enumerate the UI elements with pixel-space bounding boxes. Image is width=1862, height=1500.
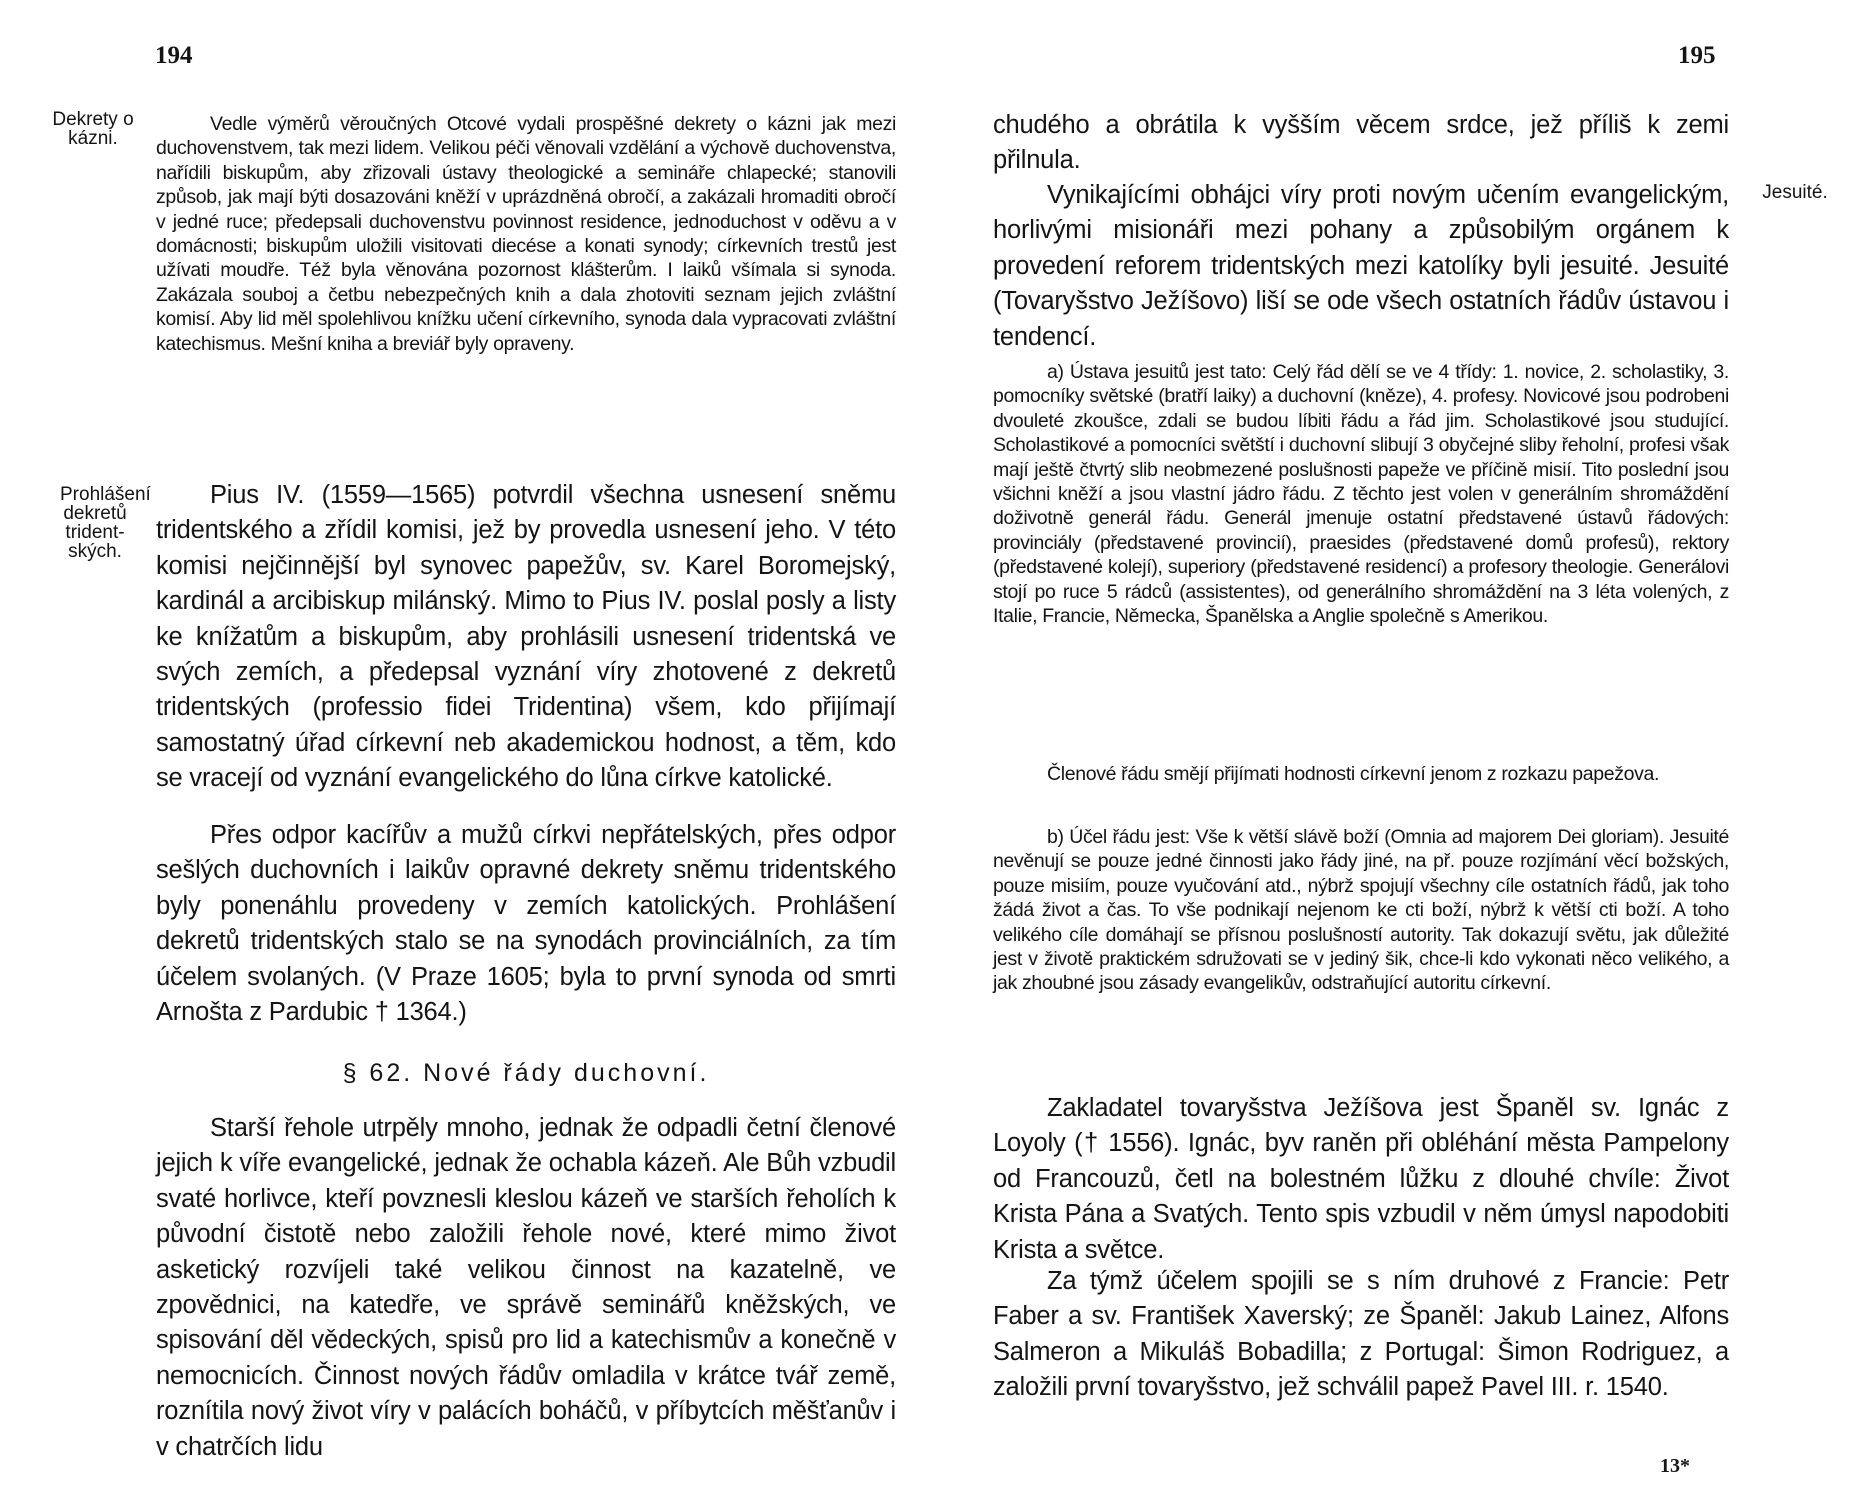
paragraph (993, 825, 1729, 996)
section-heading: § 62. Nové řády duchovní. (342, 1059, 710, 1087)
paragraph-text: Zakladatel tovaryšstva Ježíšova jest Španěl sv. Ignác z Loyoly († 1556). Ignác, byv raněn při obléhání města Pampelony od Francouzů, četl na bolestném lůžku z dlouhé chvíle: Život Krista Pána a Svatých. Tento spis vzbudil v něm úmysl napodobiti Krista a světce. (993, 1094, 1729, 1264)
paragraph-text: Starší řehole utrpěly mnoho, jednak že odpadli četní členové jejich k víře evangelické, jednak že ochabla kázeň. Ale Bůh vzbudil svaté horlivce, kteří povznesli kleslou kázeň ve starších řeholích k původní čistotě nebo založili řehole nové, které mimo život asketický rozvíjeli také velikou činnost na kazatelně, ve zpovědnici, na katedře, ve správě seminářů kněžských, ve spisování děl vědeckých, spisů pro lid a katechismův a konečně v nemocnicích. Činnost nových řádův omladila v krátce tvář země, roznítila nový život víry v palácích boháčů, v příbytcích měšťanův i v chatrčích lidu (156, 1114, 896, 1461)
paragraph-text: Vedle výměrů věroučných Otcové vydali prospěšné dekrety o kázni jak mezi duchovenstvem, tak mezi lidem. Velikou péči věnovali vzdělání a výchově duchovenstva, nařídili biskupům, aby zřizovali ústavy theologické a semináře chlapecké; stanovili způsob, jak mají býti dosazováni kněží v uprázdněná obročí, a zakázali hromaditi obročí v jedné ruce; předepsali duchovenstvu povinnost residence, jednoduchost v oděvu a v domácnosti; biskupům uložili visitovati diecése a konati synody; církevních trestů jest užívati moudře. Též byla věnována pozornost klášterům. I laiků všímala si synoda. Zakázala souboj a četbu nebezpečných knih a dala zhotoviti seznam jejich zvláštní komisí. Aby lid měl spolehlivou knížku učení církevního, synoda dala vypracovati zvláštní katechismus. Mešní kniha a breviář byly opraveny. (156, 113, 896, 355)
paragraph-text: chudého a obrátila k vyšším věcem srdce, jež příliš k zemi přilnula. (993, 111, 1729, 175)
paragraph (156, 112, 896, 356)
paragraph (993, 178, 1729, 355)
paragraph (993, 1264, 1729, 1406)
paragraph (156, 818, 896, 1030)
signature-mark: 13* (1660, 1455, 1690, 1477)
paragraph (993, 108, 1729, 179)
paragraph-text: a) Ústava jesuitů jest tato: Celý řád dělí se ve 4 třídy: 1. novice, 2. scholastiky, 3. pomocníky světské (bratří laiky) a duchovní (kněze), 4. profesy. Novicové jsou podrobeni dvouleté zkoušce, zdali se budou líbiti řádu a řád jim. Scholastikové jsou studující. Scholastikové a pomocníci světští i duchovní slibují 3 obyčejné sliby řeholní, profesi však mají ještě čtvrtý slib neobmezené poslušnosti papeže ve příčině misií. Tito poslední jsou všichni kněží a jsou vlastní jádro řádu. Z těchto jest volen v generálním shromáždění doživotně generál řádu. Generál jmenuje ostatní představené ústavů řádových: provinciály (představené provincií), praesides (představené domů profesů), rektory (představené kolejí), superiory (představené residencí) a profesory theologie. Generálovi stojí po ruce 5 rádců (assistentes), od generálního shromáždění na 3 léta volených, z Italie, Francie, Německa, Španělska a Anglie společně s Amerikou. (993, 361, 1729, 628)
page-number: 195 (1678, 42, 1716, 69)
paragraph (156, 1111, 896, 1465)
paragraph (156, 478, 896, 797)
paragraph (993, 762, 1729, 786)
paragraph-text: Členové řádu smějí přijímati hodnosti církevní jenom z rozkazu papežova. (1047, 763, 1660, 785)
paragraph-text: b) Účel řádu jest: Vše k větší slávě boží (Omnia ad majorem Dei gloriam). Jesuité nevěnují se pouze jedné činnosti jako řády jiné, na př. pouze rozjímání věcí božských, pouze misiím, pouze vyučování atd., nýbrž spojují všechny cíle ostatních řádů, jak toho žádá život a čas. To vše podnikají nejenom ke cti boží, nýbrž k větší cti boží. A toho velikého cíle domáhají se přísnou poslušností autority. Tak dokazují světu, jak důležité jest v životě praktickém sdružovati se v jediný šik, chce-li kdo vykonati něco velikého, a jak zhoubné jsou zásady evangelikův, odstraňující autoritu církevní. (993, 826, 1729, 995)
paragraph (993, 1091, 1729, 1268)
margin-note-prohlaseni: Prohlášení dekretů trident-ských. (60, 484, 151, 562)
paragraph-text: Za týmž účelem spojili se s ním druhové z Francie: Petr Faber a sv. František Xaverský; ze Španěl: Jakub Lainez, Alfons Salmeron a Mikuláš Bobadilla; z Portugal: Šimon Rodriguez, a založili první tovaryšstvo, jež schválil papež Pavel III. r. 1540. (993, 1267, 1729, 1402)
paragraph (993, 360, 1729, 628)
page-number: 194 (155, 42, 193, 69)
paragraph-text: Vynikajícími obhájci víry proti novým učením evangelickým, horlivými misionáři mezi pohany a způsobilým orgánem k provedení reforem tridentských mezi katolíky byli jesuité. Jesuité (Tovaryšstvo Ježíšovo) liší se ode všech ostatních řádův ústavou i tendencí. (993, 181, 1729, 351)
paragraph-text: Přes odpor kacířův a mužů církvi nepřátelských, přes odpor sešlých duchovních i laikův opravné dekrety sněmu tridentského byly ponenáhlu provedeny v zemích katolických. Prohlášení dekretů tridentských stalo se na synodách provinciálních, za tím účelem svolaných. (V Praze 1605; byla to první synoda od smrti Arnošta z Pardubic † 1364.) (156, 821, 896, 1027)
margin-note-dekrety: Dekrety o kázni. (52, 109, 134, 149)
margin-note-jesuite: Jesuité. (1762, 182, 1828, 203)
paragraph-text: Pius IV. (1559—1565) potvrdil všechna usnesení sněmu tridentského a zřídil komisi, jež by provedla usnesení jeho. V této komisi nejčinnější byl synovec papežův, sv. Karel Boromejský, kardinál a arcibiskup milánský. Mimo to Pius IV. poslal posly a listy ke knížatům a biskupům, aby prohlásili usnesení tridentská ve svých zemích, a předepsal vyznání víry zhotovené z dekretů tridentských (professio fidei Tridentina) všem, kdo přijímají samostatný úřad církevní neb akademickou hodnost, a těm, kdo se vracejí od vyznání evangelického do lůna církve katolické. (156, 481, 896, 793)
